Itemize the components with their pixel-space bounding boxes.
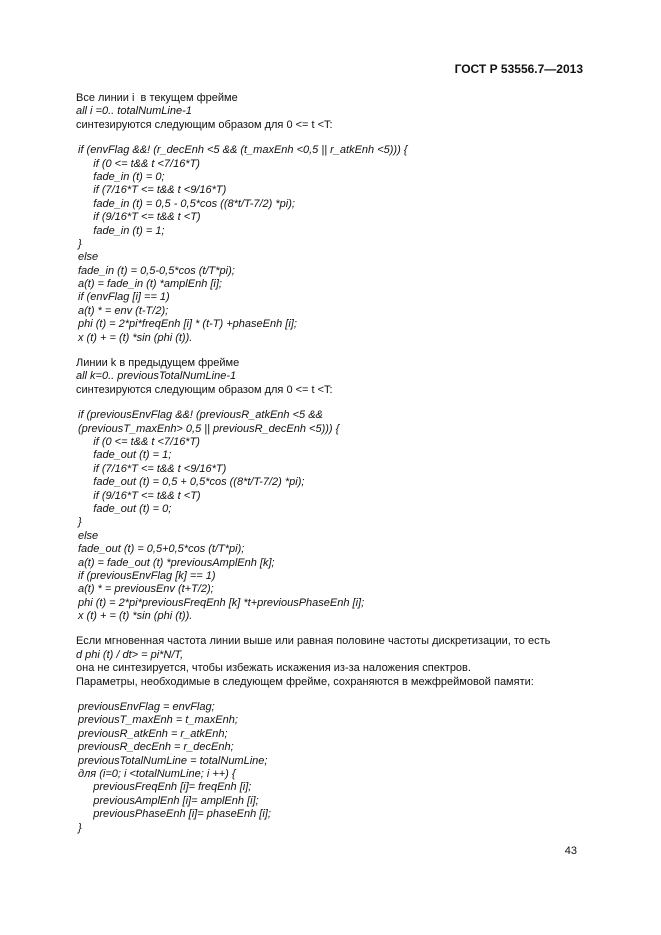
code-line: fade_out (t) = 1; [78,449,172,462]
code-line: fade_in (t) = 0,5-0,5*cos (t/T*pi); [78,264,235,277]
code-line: if (envFlag &&! (r_decEnh <5 && (t_maxEnh <0,5 || r_atkEnh <5))) { [78,144,408,157]
code-line: fade_in (t) = 1; [78,224,165,237]
page-number: 43 [564,845,577,857]
code-line: fade_in (t) = 0; [78,170,165,183]
intro-line: Линии k в предыдущем фрейме [76,357,240,370]
code-line: if (9/16*T <= t&& t <T) [78,489,201,502]
code-line: } [78,237,82,250]
code-line: a(t) * = env (t-T/2); [78,304,169,317]
page-content [76,92,596,835]
code-line: previousR_atkEnh = r_atkEnh; [78,727,228,740]
code-line: previousTotalNumLine = totalNumLine; [78,754,268,767]
code-line: для (i=0; i <totalNumLine; i ++) { [78,767,236,780]
code-line: if (0 <= t&& t <7/16*T) [78,435,200,448]
intro-line: Все линии i в текущем фрейме [76,92,238,104]
code-line: previousPhaseEnh [i]= phaseEnh [i]; [78,808,271,821]
code-line: if (envFlag [i] == 1) [78,291,170,304]
code-line: if (7/16*T <= t&& t <9/16*T) [78,462,227,475]
code-line: fade_out (t) = 0,5+0,5*cos (t/T*pi); [78,543,245,556]
code-line: previousAmplEnh [i]= amplEnh [i]; [78,794,259,807]
code-line: else [78,529,99,542]
code-line: phi (t) = 2*pi*previousFreqEnh [k] *t+previousPhaseEnh [i]; [78,596,365,609]
code-block-previous-frame [78,409,596,623]
code-line: } [78,516,82,529]
code-line: fade_out (t) = 0,5 + 0,5*cos ((8*t/T-7/2) *pi); [78,476,305,489]
intro-line: синтезируются следующим образом для 0 <= t <T: [76,383,333,396]
code-line: previousR_decEnh = r_decEnh; [78,741,234,754]
document-header: ГОСТ Р 53556.7—2013 [454,62,583,76]
text-line: Если мгновенная частота линии выше или равная половине частоты дискретизации, то есть [76,635,551,648]
code-line: x (t) + = (t) *sin (phi (t)). [78,331,193,344]
code-line: if (previousEnvFlag &&! (previousR_atkEnh <5 && [78,409,323,422]
code-line: previousFreqEnh [i]= freqEnh [i]; [78,781,252,794]
code-line: fade_out (t) = 0; [78,502,172,515]
code-line: if (previousEnvFlag [k] == 1) [78,569,216,582]
code-line: (previousT_maxEnh> 0,5 || previousR_decEnh <5))) { [78,422,340,435]
code-line: a(t) * = previousEnv (t+T/2); [78,583,214,596]
intro-line: all k=0.. previousTotalNumLine-1 [76,370,237,383]
code-line: phi (t) = 2*pi*freqEnh [i] * (t-T) +phaseEnh [i]; [78,318,297,331]
code-line: if (7/16*T <= t&& t <9/16*T) [78,184,227,197]
intro-line: all i =0.. totalNumLine-1 [76,105,192,118]
code-block-current-frame [78,144,596,345]
code-line: fade_in (t) = 0,5 - 0,5*cos ((8*t/T-7/2) *pi); [78,197,295,210]
code-line: a(t) = fade_out (t) *previousAmplEnh [k]; [78,556,275,569]
text-line: она не синтезируется, чтобы избежать искажения из-за наложения спектров. [76,662,471,675]
code-line: x (t) + = (t) *sin (phi (t)). [78,610,193,623]
code-line: if (9/16*T <= t&& t <T) [78,211,201,224]
code-line: else [78,251,99,264]
code-line: previousT_maxEnh = t_maxEnh; [78,714,238,727]
code-line: previousEnvFlag = envFlag; [78,701,215,714]
code-line: } [78,821,82,834]
text-line: d phi (t) / dt> = pi*N/T, [76,648,184,661]
code-line: if (0 <= t&& t <7/16*T) [78,157,200,170]
intro-line: синтезируются следующим образом для 0 <= t <T: [76,118,333,131]
code-line: a(t) = fade_in (t) *amplEnh [i]; [78,278,222,291]
text-line: Параметры, необходимые в следующем фрейме, сохраняются в межфреймовой памяти: [76,675,534,688]
code-block-interframe-memory [78,701,596,835]
